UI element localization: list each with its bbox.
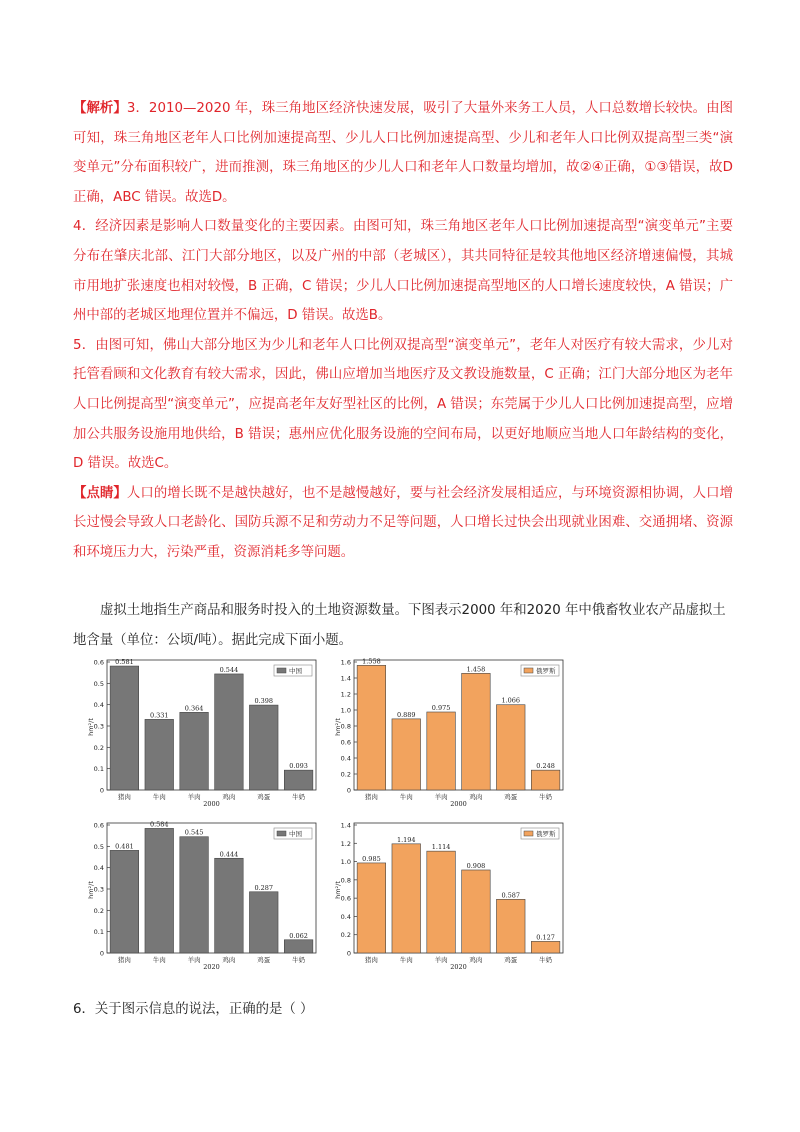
legend-swatch xyxy=(277,831,286,836)
category-label: 猪肉 xyxy=(117,793,131,801)
y-tick-label: 0.3 xyxy=(93,722,104,731)
y-tick-label: 0.2 xyxy=(93,743,104,752)
category-label: 牛肉 xyxy=(399,793,413,801)
intro-text: 虚拟土地指生产商品和服务时投入的土地资源数量。下图表示2000 年和2020 年中俄畜牧业农产品虚拟土地含量（单位：公顷/吨）。据此完成下面小题。 xyxy=(73,603,726,648)
chart-svg xyxy=(334,820,566,970)
y-tick-label: 0.6 xyxy=(340,894,351,903)
bar xyxy=(249,892,278,953)
legend-label: 俄罗斯 xyxy=(536,830,556,838)
bar-value-label: 1.558 xyxy=(362,657,381,666)
y-tick-label: 1.2 xyxy=(340,690,351,699)
analysis-tag: 【解析】 xyxy=(73,101,127,116)
y-tick-label: 1.0 xyxy=(340,858,351,867)
bar xyxy=(427,851,456,953)
bar-value-label: 0.398 xyxy=(254,697,274,706)
bar xyxy=(462,870,491,953)
y-axis-label: hm²/t xyxy=(334,881,342,899)
bar xyxy=(145,719,174,790)
y-tick-label: 0.6 xyxy=(93,658,104,667)
y-tick-label: 0.5 xyxy=(93,842,104,851)
category-label: 猪肉 xyxy=(364,793,378,801)
y-tick-label: 0.4 xyxy=(340,912,351,921)
analysis-paragraph xyxy=(73,94,733,212)
question-6: 6．关于图示信息的说法，正确的是（ ） xyxy=(73,1002,314,1017)
bar-value-label: 0.587 xyxy=(501,891,521,900)
bar-value-label: 0.364 xyxy=(184,704,204,713)
bar-value-label: 0.331 xyxy=(149,711,169,720)
bar-value-label: 1.114 xyxy=(431,843,451,852)
bar-value-label: 1.194 xyxy=(396,835,416,844)
bar xyxy=(531,770,560,790)
category-label: 鸡肉 xyxy=(469,793,483,801)
category-label: 羊肉 xyxy=(187,793,201,801)
category-label: 羊肉 xyxy=(187,956,201,964)
y-tick-label: 1.4 xyxy=(340,821,351,830)
bar xyxy=(462,673,491,790)
analysis-text-4: 4．经济因素是影响人口数量变化的主要因素。由图可知，珠三角地区老年人口比例加速提高型“演变单元”主要分布在肇庆北部、江门大部分地区，以及广州的中部（老城区），其共同特征是较其他地区经济增速偏慢，其城市用地扩张速度也相对较慢，B 正确，C 错误；少儿人口比例加速提高型地区的人口增长速度较快，A 错误；广州中部的老城区地理位置并不偏远，D 错误。故选B。 xyxy=(73,219,733,324)
bar-value-label: 0.545 xyxy=(184,828,204,837)
bar-value-label: 0.062 xyxy=(289,931,308,940)
bar-value-label: 0.544 xyxy=(219,665,239,674)
bar-value-label: 0.985 xyxy=(362,854,381,863)
chart-china-2000 xyxy=(87,657,319,807)
bar xyxy=(215,858,244,953)
y-axis-label: hm²/t xyxy=(334,718,342,736)
category-label: 鸡肉 xyxy=(222,956,236,964)
bar xyxy=(392,844,421,953)
category-label: 猪肉 xyxy=(364,956,378,964)
y-tick-label: 0 xyxy=(99,786,104,795)
y-tick-label: 0.6 xyxy=(93,821,104,830)
y-tick-label: 0 xyxy=(346,949,351,958)
legend-label: 中国 xyxy=(289,667,302,675)
bar xyxy=(110,666,139,790)
analysis-text-5: 5．由图可知，佛山大部分地区为少儿和老年人口比例双提高型“演变单元”，老年人对医疗有较大需求，少儿对托管看顾和文化教育有较大需求，因此，佛山应增加当地医疗及文教设施数量，C 正确；江门大部分地区为老年人口比例提高型“演变单元”，应提高老年友好型社区的比例，A 错误；东莞属于少儿人口比例加速提高型，应增加公共服务设施用地供给，B 错误；惠州应优化服务设施的空间布局，以更好地顺应当地人口年龄结构的变化，D 错误。故选C。 xyxy=(73,337,733,472)
y-tick-label: 0.8 xyxy=(340,876,351,885)
x-axis-label: 2000 xyxy=(203,800,220,807)
chart-svg xyxy=(334,657,566,807)
x-axis-label: 2020 xyxy=(450,963,467,970)
bar xyxy=(110,850,139,953)
category-label: 鸡蛋 xyxy=(257,793,271,801)
x-axis-label: 2000 xyxy=(450,800,467,807)
y-tick-label: 0.3 xyxy=(93,885,104,894)
category-label: 鸡蛋 xyxy=(257,956,271,964)
comment-paragraph xyxy=(73,479,733,568)
y-tick-label: 1.6 xyxy=(340,658,351,667)
chart-svg xyxy=(87,657,319,807)
bar xyxy=(145,828,174,953)
y-tick-label: 1.2 xyxy=(340,839,351,848)
bar xyxy=(392,719,421,790)
y-tick-label: 1.4 xyxy=(340,674,351,683)
y-tick-label: 0 xyxy=(346,786,351,795)
category-label: 鸡肉 xyxy=(469,956,483,964)
bar xyxy=(180,837,209,953)
category-label: 牛奶 xyxy=(292,793,306,801)
bar-value-label: 1.458 xyxy=(466,665,486,674)
y-tick-label: 0.5 xyxy=(93,679,104,688)
comment-text: 人口的增长既不是越快越好，也不是越慢越好，要与社会经济发展相适应，与环境资源相协调，人口增长过慢会导致人口老龄化、国防兵源不足和劳动力不足等问题，人口增长过快会出现就业困难、交通拥堵、资源和环境压力大，污染严重，资源消耗多等问题。 xyxy=(73,485,734,560)
bar xyxy=(496,705,525,790)
bar xyxy=(180,712,209,790)
y-tick-label: 0.4 xyxy=(93,864,104,873)
bar xyxy=(427,712,456,790)
legend-swatch xyxy=(524,831,533,836)
chart-russia-2020 xyxy=(334,820,566,970)
bar-value-label: 0.908 xyxy=(466,861,486,870)
category-label: 猪肉 xyxy=(117,956,131,964)
y-tick-label: 0.1 xyxy=(93,928,104,937)
category-label: 牛肉 xyxy=(152,793,166,801)
bar xyxy=(357,863,386,953)
question-intro xyxy=(73,596,733,655)
chart-china-2020 xyxy=(87,820,319,970)
bar xyxy=(284,940,313,953)
bar-value-label: 0.127 xyxy=(536,933,555,942)
bar-value-label: 0.889 xyxy=(396,710,416,719)
category-label: 鸡蛋 xyxy=(504,793,518,801)
category-label: 牛奶 xyxy=(539,793,553,801)
analysis-text-3: 3．2010—2020 年，珠三角地区经济快速发展，吸引了大量外来务工人员，人口总数增长较快。由图可知，珠三角地区老年人口比例加速提高型、少儿人口比例加速提高型、少儿和老年人口比例双提高型三类“演变单元”分布面积较广，进而推测，珠三角地区的少儿人口和老年人口数量均增加，故②④正确，①③错误，故D 正确，ABC 错误。故选D。 xyxy=(73,101,734,205)
y-tick-label: 0.2 xyxy=(340,931,351,940)
chart-svg xyxy=(87,820,319,970)
bar xyxy=(496,899,525,953)
chart-russia-2000 xyxy=(334,657,566,807)
y-tick-label: 0.8 xyxy=(340,722,351,731)
y-tick-label: 0.4 xyxy=(340,754,351,763)
legend-label: 中国 xyxy=(289,830,302,838)
x-axis-label: 2020 xyxy=(203,963,220,970)
legend-swatch xyxy=(277,668,286,673)
y-tick-label: 1.0 xyxy=(340,706,351,715)
category-label: 羊肉 xyxy=(434,793,448,801)
bar-value-label: 0.975 xyxy=(431,704,451,712)
bar-value-label: 1.066 xyxy=(501,696,521,705)
bar xyxy=(249,705,278,790)
y-tick-label: 0 xyxy=(99,949,104,958)
bar xyxy=(284,770,313,790)
category-label: 牛奶 xyxy=(292,956,306,964)
answer-section xyxy=(73,94,733,568)
bar-value-label: 0.248 xyxy=(536,762,555,771)
legend-label: 俄罗斯 xyxy=(536,667,556,675)
category-label: 鸡蛋 xyxy=(504,956,518,964)
bar-value-label: 0.481 xyxy=(115,842,134,851)
category-label: 牛肉 xyxy=(399,956,413,964)
y-axis-label: hm²/t xyxy=(87,718,95,736)
bar-value-label: 0.093 xyxy=(289,762,308,771)
y-tick-label: 0.6 xyxy=(340,738,351,747)
bar xyxy=(531,941,560,953)
category-label: 牛奶 xyxy=(539,956,553,964)
legend-swatch xyxy=(524,668,533,673)
category-label: 羊肉 xyxy=(434,956,448,964)
y-tick-label: 0.4 xyxy=(93,701,104,710)
category-label: 鸡肉 xyxy=(222,793,236,801)
bar-value-label: 0.584 xyxy=(149,820,169,829)
bar-value-label: 0.581 xyxy=(115,658,134,667)
bar xyxy=(215,674,244,790)
bar xyxy=(357,665,386,790)
bar-value-label: 0.444 xyxy=(219,850,239,859)
y-tick-label: 0.1 xyxy=(93,765,104,774)
y-tick-label: 0.2 xyxy=(93,906,104,915)
category-label: 牛肉 xyxy=(152,956,166,964)
y-axis-label: hm²/t xyxy=(87,881,95,899)
y-tick-label: 0.2 xyxy=(340,770,351,779)
bar-value-label: 0.287 xyxy=(254,883,274,892)
comment-tag: 【点睛】 xyxy=(73,485,127,501)
